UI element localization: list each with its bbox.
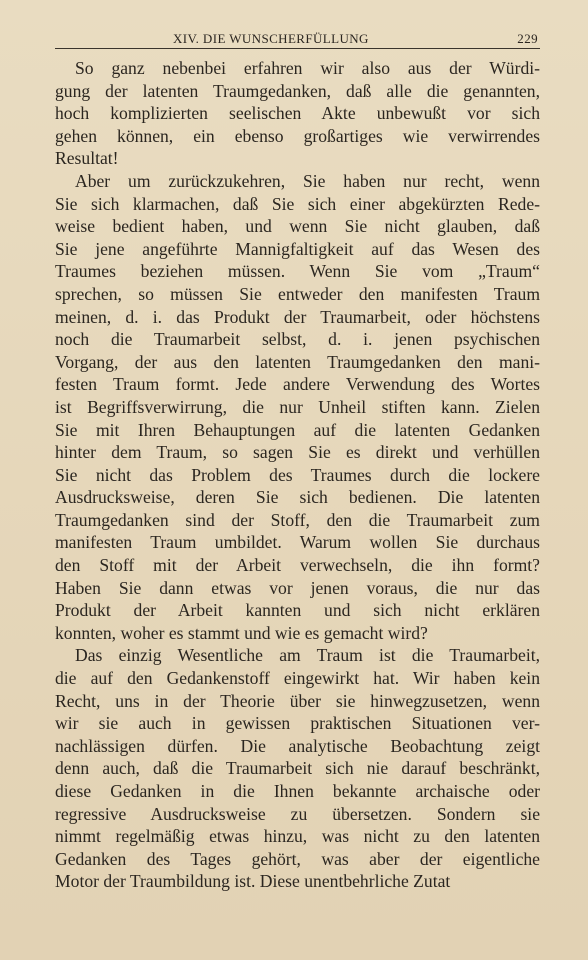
text-line: Resultat! [55,148,119,169]
text-line: Sie nicht das Problem des Traumes durch die lockere [55,464,540,485]
paragraph [55,644,540,893]
running-head [55,31,540,49]
text-line: Produkt der Arbeit kannten und sich nicht erklären [55,600,540,621]
text-line: gehen können, ein ebenso großartiges wie verwirrendes [55,125,540,146]
text-line: sprechen, so müssen Sie entweder den manifesten Traum [55,283,540,304]
paragraph [55,57,540,170]
text-line: Das einzig Wesentliche am Traum ist die Traumarbeit, [75,645,540,666]
text-line: weise bedient haben, und wenn Sie nicht glauben, daß [55,216,540,237]
text-line: Gedanken des Tages gehört, was aber der eigentliche [55,848,540,869]
text-line: Aber um zurückzukehren, Sie haben nur recht, wenn [75,170,540,191]
text-line: ist Begriffsverwirrung, die nur Unheil stiften kann. Zielen [55,396,540,417]
text-line: regressive Ausdrucksweise zu übersetzen. Sondern sie [55,803,540,824]
text-line: Ausdrucksweise, deren Sie sich bedienen. Die latenten [55,487,540,508]
text-line: den Stoff mit der Arbeit verwechseln, die ihn formt? [55,555,540,576]
page-number: 229 [517,31,538,46]
text-line: Vorgang, der aus den latenten Traumgedanken den mani- [55,351,540,372]
text-line: nachlässigen dürfen. Die analytische Beobachtung zeigt [55,735,540,756]
text-line: noch die Traumarbeit selbst, d. i. jenen psychischen [55,329,540,350]
chapter-title: XIV. DIE WUNSCHERFÜLLUNG [173,31,369,46]
text-line: gung der latenten Traumgedanken, daß alle die genannten, [55,80,540,101]
text-line: manifesten Traum umbildet. Warum wollen Sie durchaus [55,532,540,553]
text-line: meinen, d. i. das Produkt der Traumarbeit, oder höchstens [55,306,540,327]
text-line: Sie jene angeführte Mannigfaltigkeit auf das Wesen des [55,238,540,259]
header-rule [55,48,540,49]
text-line: diese Gedanken in die Ihnen bekannte archaische oder [55,781,540,801]
text-line: festen Traum formt. Jede andere Verwendung des Wortes [55,374,540,395]
body-text [55,57,540,893]
text-line: Sie mit Ihren Behauptungen auf die latenten Gedanken [55,419,540,440]
text-line: hinter dem Traum, so sagen Sie es direkt und verhüllen [55,442,540,463]
text-line: Motor der Traumbildung ist. Diese unentbehrliche Zutat [55,871,451,892]
text-line: Traumgedanken sind der Stoff, den die Traumarbeit zum [55,509,540,530]
text-line: Traumes beziehen müssen. Wenn Sie vom „Traum“ [55,261,540,282]
text-line: Recht, uns in der Theorie über sie hinwegzusetzen, wenn [55,690,540,711]
text-line: So ganz nebenbei erfahren wir also aus der Würdi- [75,58,540,78]
text-line: Haben Sie dann etwas vor jenen voraus, die nur das [55,577,540,598]
paragraph [55,170,540,644]
text-line: die auf den Gedankenstoff eingewirkt hat. Wir haben kein [55,668,540,689]
text-line: Sie sich klarmachen, daß Sie sich einer abgekürzten Rede- [55,193,540,214]
text-line: nimmt regelmäßig etwas hinzu, was nicht zu den latenten [55,826,540,847]
text-line: denn auch, daß die Traumarbeit sich nie darauf beschränkt, [55,758,540,779]
text-line: hoch komplizierten seelischen Akte unbewußt vor sich [55,103,540,124]
text-line: wir sie auch in gewissen praktischen Situationen ver- [55,713,540,734]
text-line: konnten, woher es stammt und wie es gemacht wird? [55,622,428,643]
